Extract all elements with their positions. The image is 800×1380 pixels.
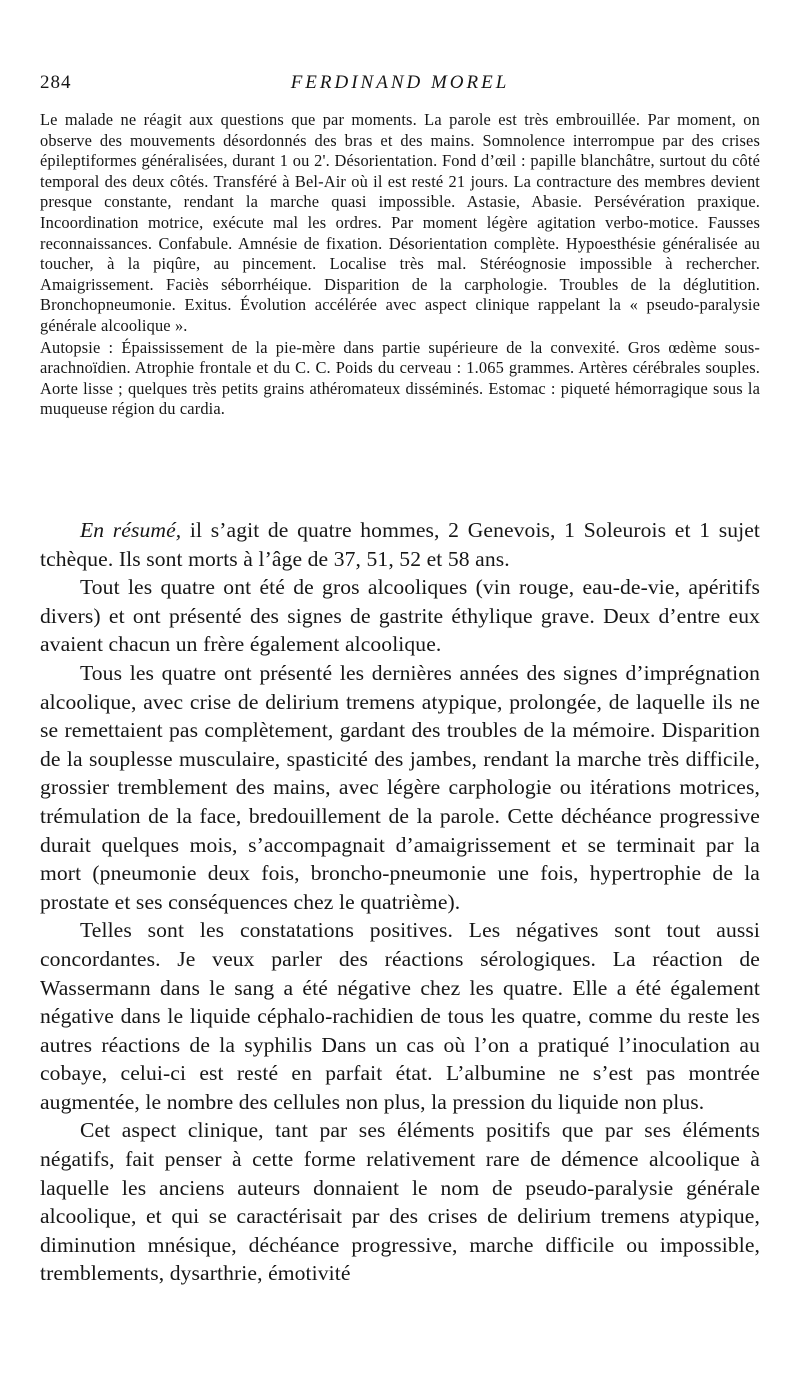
running-title: FERDINAND MOREL (290, 72, 510, 93)
alcoholism-paragraph: Tout les quatre ont été de gros alcooliques (vin rouge, eau-de-vie, apéritifs divers) et ont présenté des signes de gastrite éthylique grave. Deux d’entre eux avaient chacun un frère également alcoolique. (40, 575, 760, 657)
case-notes (40, 110, 760, 420)
autopsy-report: Autopsie : Épaississement de la pie-mère dans partie supérieure de la convexité. Gros œdème sous-arachnoïdien. Atrophie frontale et du C. C. Poids du cerveau : 1.065 grammes. Artères cérébrales souples. Aorte lisse ; quelques très petits grains athéromateux disséminés. Estomac : piqueté hémorragique sous la muqueuse région du cardia. (40, 337, 760, 419)
conclusion-paragraph: Cet aspect clinique, tant par ses éléments positifs que par ses éléments négatifs, fait penser à cette forme relativement rare de démence alcoolique à laquelle les anciens auteurs donnaient le nom de pseudo-paralysie générale alcoolique, et qui se caractérisait par des crises de delirium tremens atypique, diminution mnésique, déchéance progressive, marche difficile ou impossible, tremblements, dysarthrie, émotivité (40, 1118, 760, 1286)
main-text (40, 516, 760, 1288)
summary-paragraph (40, 516, 760, 573)
page-number: 284 (40, 72, 72, 93)
clinical-observation: Le malade ne réagit aux questions que par moments. La parole est très embrouillée. Par moment, on observe des mouvements désordonnés des bras et des mains. Somnolence interrompue par des crises épileptiformes généralisées, durant 1 ou 2'. Désorientation. Fond d’œil : papille blanchâtre, surtout du côté temporal des deux côtés. Transféré à Bel-Air où il est resté 21 jours. La contracture des membres devient presque constante, rendant la marche quasi impossible. Astasie, Abasie. Persévération praxique. Incoordination motrice, exécute mal les ordres. Par moment légère agitation verbo-motice. Fausses reconnaissances. Confabule. Amnésie de fixation. Désorientation complète. Hypoesthésie généralisée au toucher, à la piqûre, au pincement. Localise très mal. Stéréognosie impossible à rechercher. Amaigrissement. Faciès séborrhéique. Disparition de la carphologie. Troubles de la déglutition. Bronchopneumonie. Exitus. Évolution accélérée avec aspect clinique rappelant la « pseudo-paralysie générale alcoolique ». (40, 110, 760, 335)
summary-lead: En résumé, (80, 518, 182, 542)
summary-text: il s’agit de quatre hommes, 2 Genevois, 1 Soleurois et 1 sujet tchèque. Ils sont morts à l’âge de 37, 51, 52 et 58 ans. (40, 518, 760, 571)
page-header (40, 72, 760, 102)
symptoms-paragraph: Tous les quatre ont présenté les dernières années des signes d’imprégnation alcoolique, avec crise de delirium tremens atypique, prolongée, de laquelle ils ne se remettaient pas complètement, gardant des troubles de la mémoire. Disparition de la souplesse musculaire, spasticité des jambes, rendant la marche très difficile, grossier tremblement des mains, avec légère carphologie ou itérations motrices, trémulation de la face, bredouillement de la parole. Cette déchéance progressive durait quelques mois, s’accompagnait d’amaigrissement et se terminait par la mort (pneumonie deux fois, broncho-pneumonie une fois, hypertrophie de la prostate et ses conséquences chez le quatrième). (40, 660, 760, 914)
serology-paragraph: Telles sont les constatations positives. Les négatives sont tout aussi concordantes. Je veux parler des réactions sérologiques. La réaction de Wassermann dans le sang a été négative chez les quatre. Elle a été également négative dans le liquide céphalo-rachidien de tous les quatre, comme du reste les autres réactions de la syphilis Dans un cas où l’on a pratiqué l’inoculation au cobaye, celui-ci est resté en parfait état. L’albumine ne s’est pas montrée augmentée, le nombre des cellules non plus, la pression du liquide non plus. (40, 918, 760, 1114)
